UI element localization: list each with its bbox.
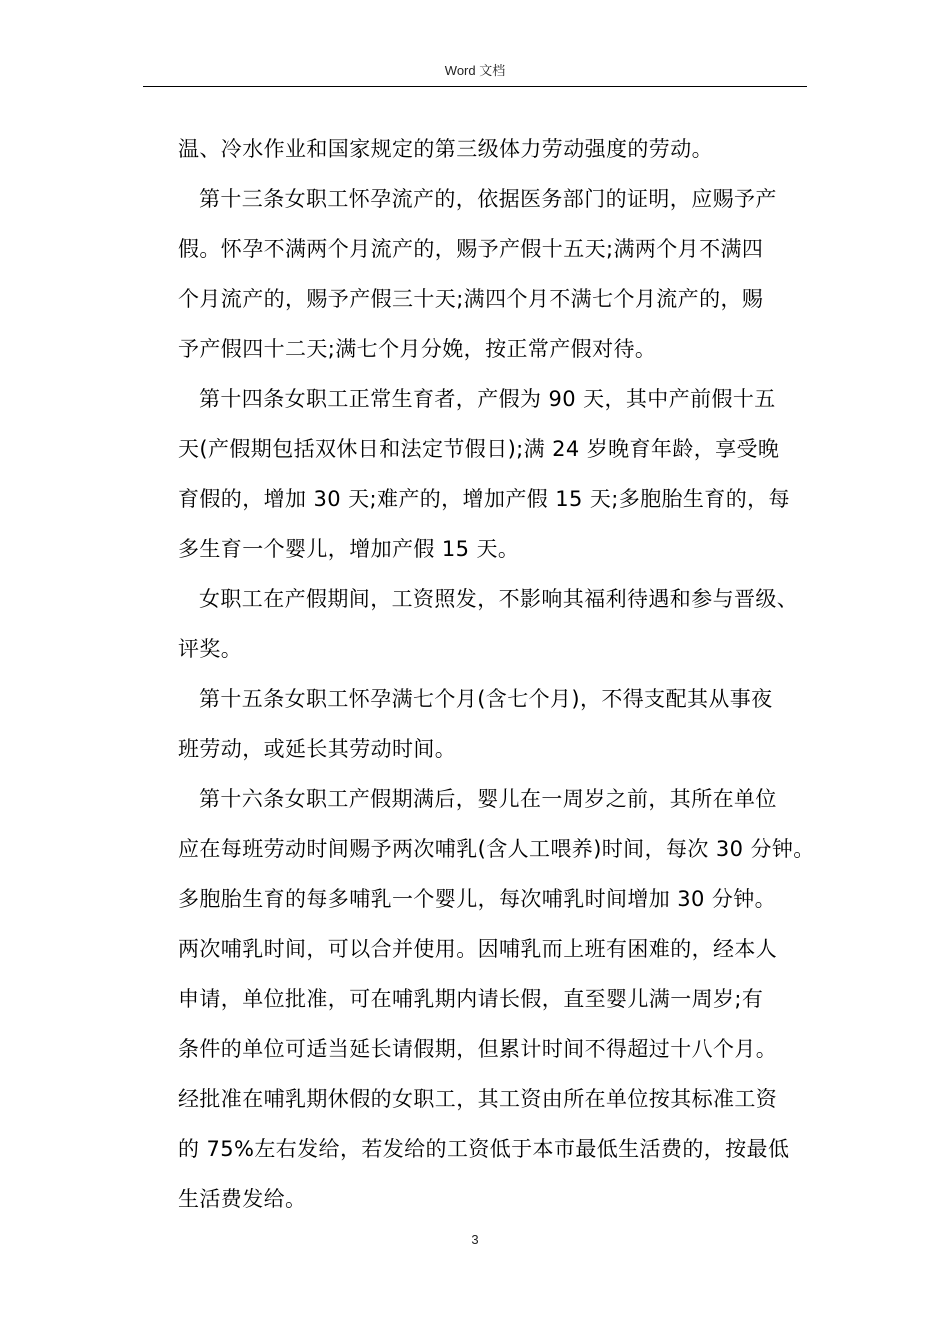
body-line: 第十五条女职工怀孕满七个月(含七个月)，不得支配其从事夜 [199,687,773,711]
body-line: 予产假四十二天;满七个月分娩，按正常产假对待。 [178,337,657,361]
document-body [178,124,818,1224]
header-divider [143,86,807,87]
body-line: 班劳动，或延长其劳动时间。 [178,737,457,761]
body-line: 育假的，增加 30 天;难产的，增加产假 15 天;多胞胎生育的，每 [178,487,790,511]
body-line: 第十三条女职工怀孕流产的，依据医务部门的证明，应赐予产 [199,187,777,211]
page-header-title: Word 文档 [444,63,506,78]
body-line: 温、冷水作业和国家规定的第三级体力劳动强度的劳动。 [178,137,713,161]
body-line: 天(产假期包括双休日和法定节假日);满 24 岁晚育年龄，享受晚 [178,437,780,461]
body-line: 第十四条女职工正常生育者，产假为 90 天，其中产前假十五 [199,387,776,411]
body-line: 女职工在产假期间，工资照发，不影响其福利待遇和参与晋级、 [199,587,799,611]
body-line: 评奖。 [178,637,243,661]
body-line: 个月流产的，赐予产假三十天;满四个月不满七个月流产的，赐 [178,287,764,311]
body-line: 条件的单位可适当延长请假期，但累计时间不得超过十八个月。 [178,1037,778,1061]
body-line: 多生育一个婴儿，增加产假 15 天。 [178,537,520,561]
body-line: 假。怀孕不满两个月流产的，赐予产假十五天;满两个月不满四 [178,237,764,261]
body-line: 第十六条女职工产假期满后，婴儿在一周岁之前，其所在单位 [199,787,777,811]
body-line: 经批准在哺乳期休假的女职工，其工资由所在单位按其标准工资 [178,1087,778,1111]
body-line: 两次哺乳时间，可以合并使用。因哺乳而上班有困难的，经本人 [178,937,778,961]
body-line: 的 75%左右发给，若发给的工资低于本市最低生活费的，按最低 [178,1137,790,1161]
body-line: 申请，单位批准，可在哺乳期内请长假，直至婴儿满一周岁;有 [178,987,764,1011]
body-line: 应在每班劳动时间赐予两次哺乳(含人工喂养)时间，每次 30 分钟。 [178,837,815,861]
body-line: 多胞胎生育的每多哺乳一个婴儿，每次哺乳时间增加 30 分钟。 [178,887,777,911]
body-line: 生活费发给。 [178,1187,307,1211]
page-number: 3 [471,1232,479,1247]
